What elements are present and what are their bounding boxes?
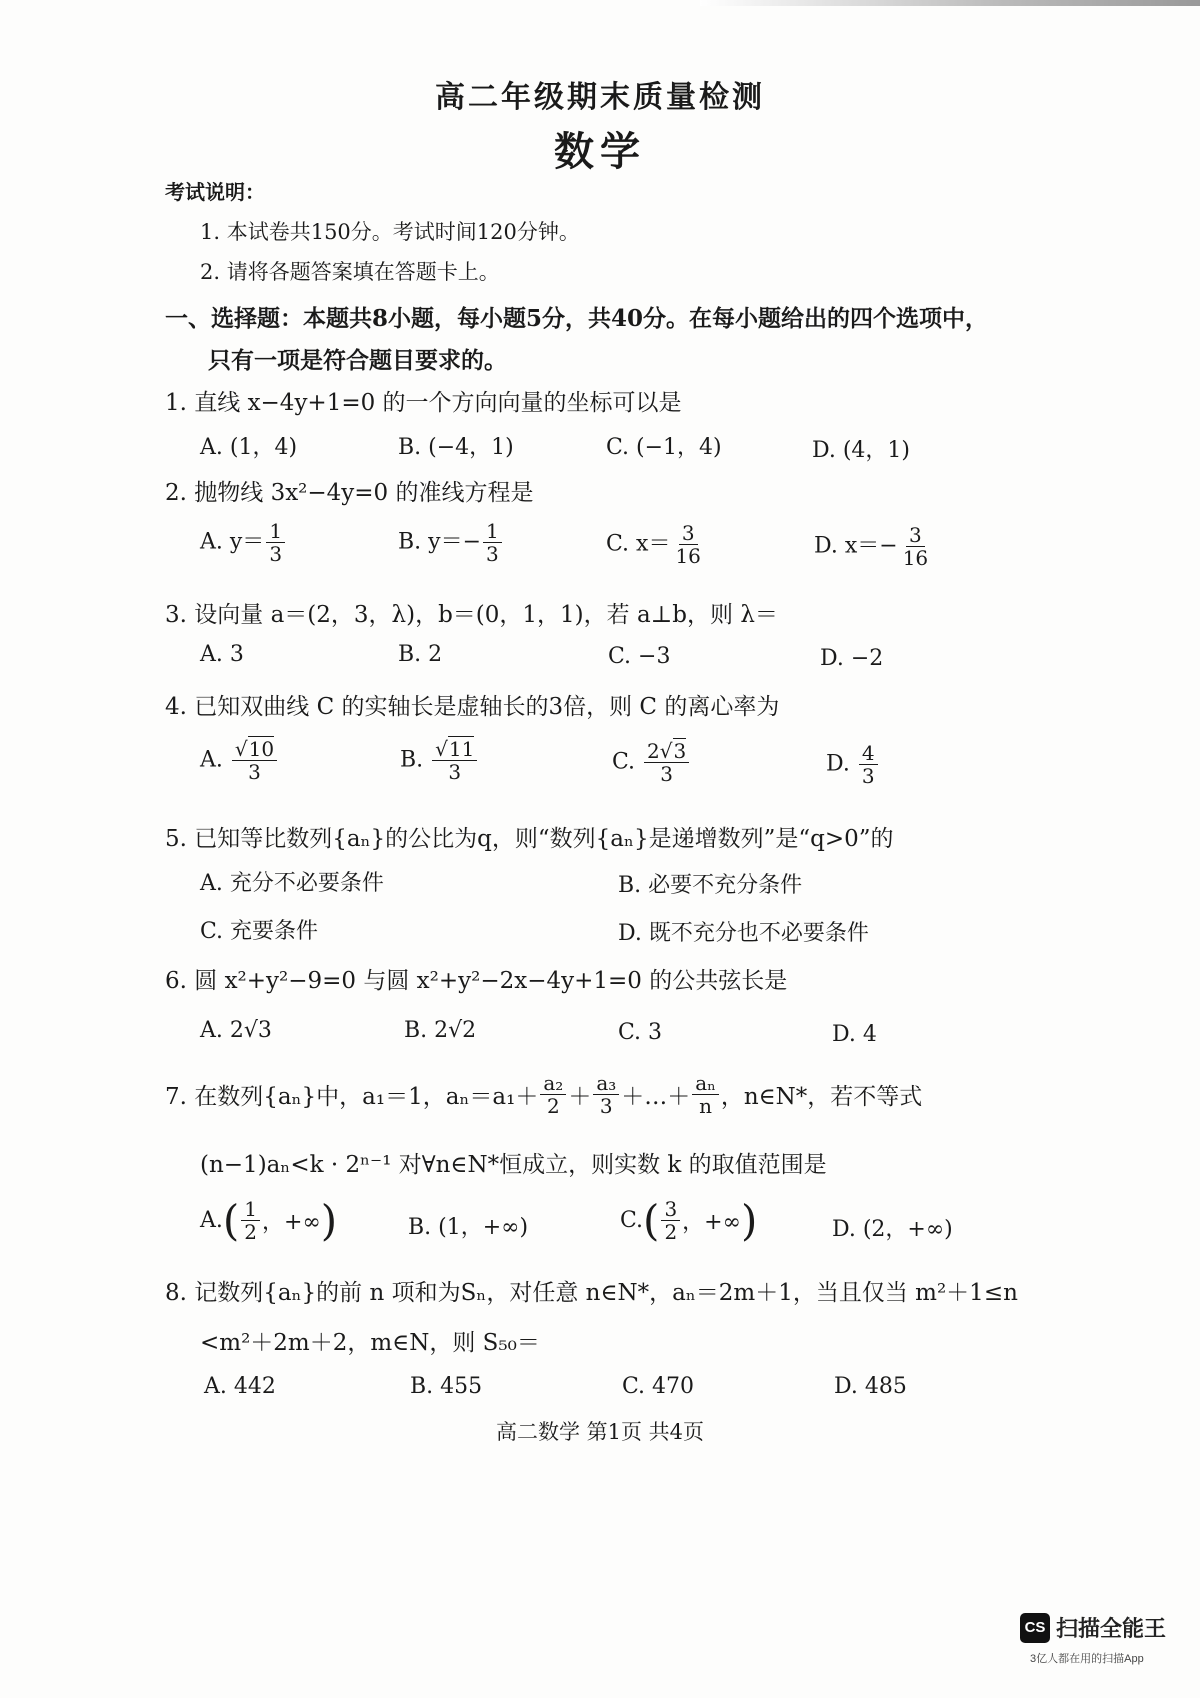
subject-title: 数学 (554, 128, 646, 175)
numerator: a₃ (593, 1072, 619, 1095)
q4-c-fraction (644, 740, 689, 785)
coefficient: 2 (647, 739, 660, 763)
q4-b-prefix: B. (400, 747, 424, 773)
q6-option-a: A. 2√3 (200, 1018, 272, 1043)
numerator: √10 (232, 738, 277, 761)
question-4-stem: 4. 已知双曲线 C 的实轴长是虚轴长的3倍，则 C 的离心率为 (165, 694, 780, 720)
numerator: 1 (241, 1198, 260, 1221)
question-8-line2: <m²＋2m＋2，m∈N，则 S₅₀＝ (200, 1330, 540, 1356)
q3-option-d: D. −2 (820, 646, 884, 671)
question-7-stem (165, 1072, 922, 1117)
q7-c-fraction (661, 1198, 680, 1243)
q5-option-b: B. 必要不充分条件 (618, 873, 803, 898)
q5-option-d: D. 既不充分也不必要条件 (618, 921, 869, 946)
right-paren: ) (320, 1196, 338, 1245)
q2-a-prefix: A. y＝ (200, 529, 265, 555)
instruction-item: 1. 本试卷共150分。考试时间120分钟。 (200, 220, 580, 244)
radicand: 11 (448, 737, 475, 761)
q8-option-c: C. 470 (622, 1374, 695, 1399)
page-footer: 高二数学 第1页 共4页 (495, 1420, 705, 1444)
q1-option-d: D. (4，1) (812, 438, 911, 463)
q4-b-fraction (432, 738, 477, 783)
denominator: 3 (486, 542, 499, 566)
scanner-app-name: 扫描全能王 (1056, 1616, 1167, 1641)
q7-fraction-2 (593, 1072, 619, 1117)
numerator: 1 (483, 520, 502, 543)
numerator: 3 (679, 522, 698, 545)
q7-a-prefix: A. (200, 1208, 223, 1233)
q4-option-d (826, 742, 880, 787)
instructions-label: 考试说明： (165, 180, 265, 204)
q6-option-d: D. 4 (832, 1022, 877, 1047)
scan-edge (700, 0, 1200, 6)
q8-option-b: B. 455 (410, 1374, 483, 1399)
instruction-item: 2. 请将各题答案填在答题卡上。 (200, 260, 500, 284)
q2-c-prefix: C. x＝ (606, 531, 671, 557)
q1-option-a: A. (1，4) (200, 435, 298, 460)
question-8-stem: 8. 记数列{aₙ}的前 n 项和为Sₙ，对任意 n∈N*，aₙ＝2m＋1，当且仅当 m²＋1≤n (165, 1280, 1018, 1306)
q2-option-a (200, 520, 287, 565)
numerator: a₂ (540, 1072, 566, 1095)
denominator: 16 (902, 546, 929, 570)
q2-b-fraction (483, 520, 502, 565)
q1-option-c: C. (−1，4) (606, 435, 722, 460)
denominator: 3 (660, 762, 674, 786)
numerator: aₙ (692, 1072, 719, 1095)
q5-option-c: C. 充要条件 (200, 919, 319, 944)
q5-option-a: A. 充分不必要条件 (200, 871, 384, 896)
exam-title: 高二年级期末质量检测 (435, 80, 765, 115)
q7-a-fraction (241, 1198, 260, 1243)
denominator: 3 (599, 1094, 613, 1118)
right-paren: ) (740, 1196, 758, 1245)
q3-option-b: B. 2 (398, 642, 443, 667)
radicand: 10 (248, 737, 275, 761)
q7-stem-start: 7. 在数列{aₙ}中，a₁＝1，aₙ＝a₁＋ (165, 1084, 539, 1110)
question-3-stem: 3. 设向量 a＝(2，3，λ)，b＝(0，1，1)，若 a⊥b，则 λ＝ (165, 602, 778, 628)
q2-b-prefix: B. y＝− (398, 529, 482, 555)
denominator: n (699, 1094, 712, 1118)
q1-option-b: B. (−4，1) (398, 435, 514, 460)
q7-option-a (200, 1196, 337, 1245)
question-2-stem: 2. 抛物线 3x²−4y=0 的准线方程是 (165, 480, 534, 506)
denominator: 3 (269, 542, 283, 566)
q4-a-prefix: A. (200, 747, 223, 773)
q7-a-tail: ，+∞ (262, 1210, 321, 1235)
q7-option-b: B. (1，+∞) (408, 1215, 529, 1240)
q7-option-c (620, 1196, 757, 1245)
question-7-line2: (n−1)aₙ<k · 2ⁿ⁻¹ 对∀n∈N*恒成立，则实数 k 的取值范围是 (200, 1152, 827, 1178)
q2-c-fraction (672, 522, 703, 567)
q4-option-b (400, 738, 479, 783)
denominator: 3 (248, 760, 261, 784)
q4-a-fraction (232, 738, 277, 783)
denominator: 16 (675, 544, 701, 568)
q4-d-fraction (859, 742, 878, 787)
numerator: 4 (859, 742, 878, 765)
q4-option-c (612, 740, 691, 785)
numerator: 1 (266, 520, 285, 543)
q4-d-prefix: D. (826, 751, 850, 777)
denominator: 3 (861, 764, 875, 788)
denominator: 2 (664, 1220, 678, 1244)
q7-stem-end: ，n∈N*，若不等式 (720, 1084, 923, 1110)
question-6-stem: 6. 圆 x²+y²−9=0 与圆 x²+y²−2x−4y+1=0 的公共弦长是 (165, 968, 788, 994)
denominator: 2 (244, 1220, 258, 1244)
q3-option-a: A. 3 (200, 642, 244, 667)
denominator: 2 (546, 1094, 560, 1118)
q2-option-b (398, 520, 504, 565)
q2-d-prefix: D. x＝− (814, 533, 898, 559)
left-paren: ( (222, 1196, 240, 1245)
q7-c-tail: ，+∞ (682, 1210, 741, 1235)
q2-d-fraction (900, 524, 931, 569)
left-paren: ( (643, 1196, 660, 1245)
numerator: 2√3 (644, 740, 689, 763)
q7-fraction-1 (540, 1072, 566, 1117)
q8-option-d: D. 485 (834, 1374, 907, 1399)
question-1-stem: 1. 直线 x−4y+1=0 的一个方向向量的坐标可以是 (165, 390, 682, 416)
scanner-watermark (1020, 1612, 1166, 1643)
denominator: 3 (448, 760, 462, 784)
numerator: 3 (906, 524, 925, 547)
numerator: √11 (432, 738, 477, 761)
q2-option-d (814, 524, 933, 569)
numerator: 3 (661, 1198, 680, 1221)
q2-a-fraction (266, 520, 285, 565)
q7-option-d: D. (2，+∞) (832, 1217, 953, 1242)
cs-logo-icon: CS (1020, 1613, 1050, 1643)
q7-fraction-3 (692, 1072, 719, 1117)
section-heading: 一、选择题：本题共8小题，每小题5分，共40分。在每小题给出的四个选项中， (165, 305, 989, 332)
ellipsis-sum: ＋…＋ (621, 1084, 691, 1110)
scanner-tagline: 3亿人都在用的扫描App (1030, 1653, 1144, 1665)
q6-option-b: B. 2√2 (404, 1018, 477, 1043)
question-5-stem: 5. 已知等比数列{aₙ}的公比为q，则“数列{aₙ}是递增数列”是“q>0”的 (165, 826, 894, 852)
q2-option-c (606, 522, 706, 567)
section-heading-cont: 只有一项是符合题目要求的。 (208, 347, 507, 374)
q8-option-a: A. 442 (204, 1374, 276, 1399)
q4-c-prefix: C. (612, 749, 636, 775)
q7-c-prefix: C. (620, 1208, 644, 1233)
q6-option-c: C. 3 (618, 1020, 663, 1045)
q4-option-a (200, 738, 279, 783)
radicand: 3 (673, 739, 687, 763)
q3-option-c: C. −3 (608, 644, 671, 669)
plus-sign: ＋ (568, 1084, 592, 1110)
